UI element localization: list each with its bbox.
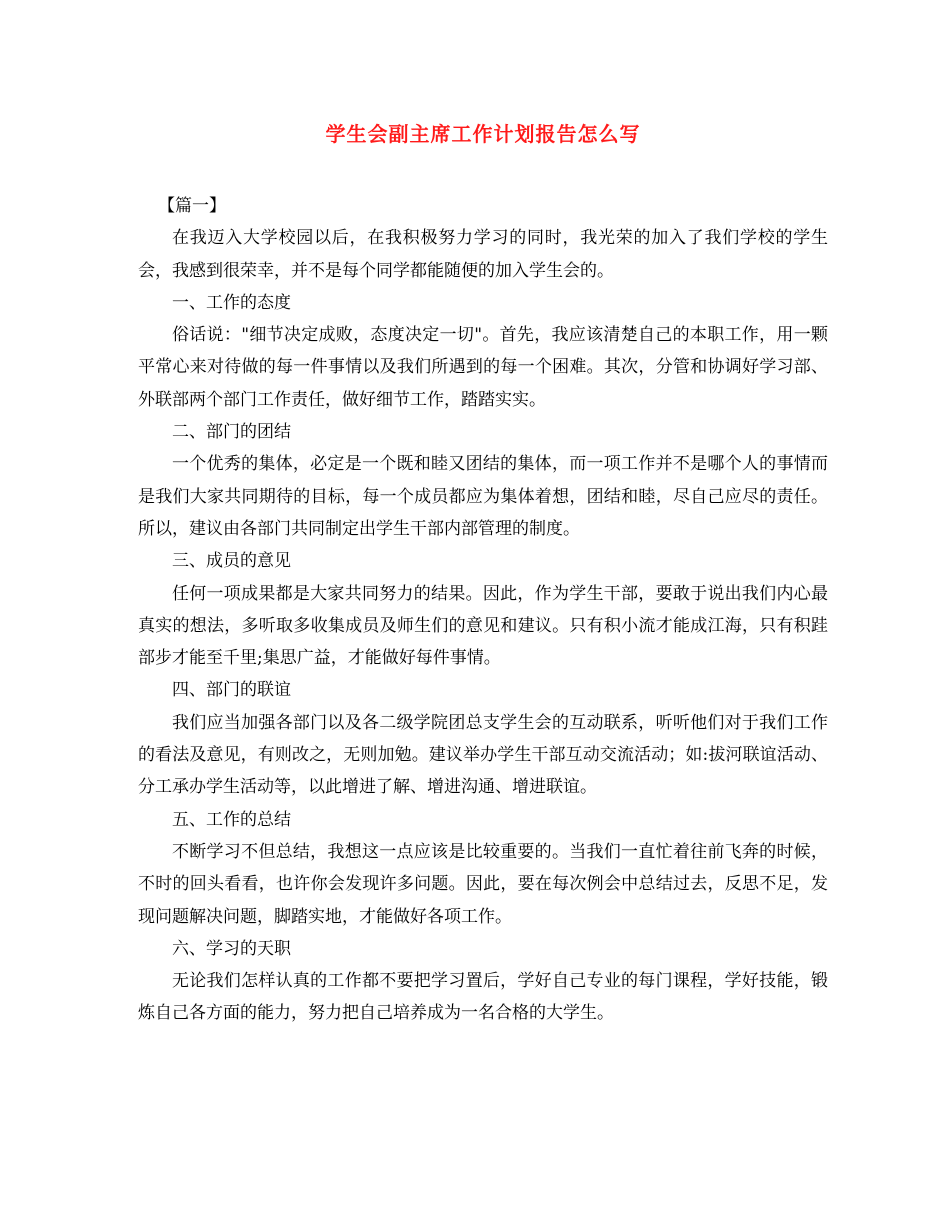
document-title: 学生会副主席工作计划报告怎么写 bbox=[325, 122, 641, 146]
heading-work-attitude: 一、工作的态度 bbox=[172, 292, 291, 313]
paragraph-department-liaison: 我们应当加强各部门以及各二级学院团总支学生会的互动联系，听听他们对于我们工作的看法及意见，有则改之，无则加勉。建议举办学生干部互动交流活动；如:拔河联谊活动、分工承办学生活动等，以此增进了解、增进沟通、增进联谊。 bbox=[138, 712, 828, 798]
heading-department-unity: 二、部门的团结 bbox=[172, 422, 291, 443]
heading-member-opinions: 三、成员的意见 bbox=[172, 551, 291, 572]
paragraph-department-unity: 一个优秀的集体，必定是一个既和睦又团结的集体，而一项工作并不是哪个人的事情而是我们大家共同期待的目标，每一个成员都应为集体着想，团结和睦，尽自己应尽的责任。所以，建议由各部门共同制定出学生干部内部管理的制度。 bbox=[138, 454, 828, 539]
paragraph-study-duty: 无论我们怎样认真的工作都不要把学习置后，学好自己专业的每门课程，学好技能，锻炼自己各方面的能力，努力把自己培养成为一名合格的大学生。 bbox=[138, 971, 828, 1024]
heading-study-duty: 六、学习的天职 bbox=[172, 938, 291, 959]
document-body bbox=[138, 190, 828, 1030]
heading-work-summary: 五、工作的总结 bbox=[172, 809, 291, 830]
heading-department-liaison: 四、部门的联谊 bbox=[172, 680, 291, 701]
section-label: 【篇一】 bbox=[158, 196, 226, 216]
paragraph-work-summary: 不断学习不但总结，我想这一点应该是比较重要的。当我们一直忙着往前飞奔的时候，不时的回头看看，也许你会发现许多问题。因此，要在每次例会中总结过去，反思不足，发现问题解决问题，脚踏实地，才能做好各项工作。 bbox=[138, 841, 828, 927]
intro-paragraph: 在我迈入大学校园以后，在我积极努力学习的同时，我光荣的加入了我们学校的学生会，我感到很荣幸，并不是每个同学都能随便的加入学生会的。 bbox=[138, 228, 828, 281]
paragraph-work-attitude: 俗话说："细节决定成败，态度决定一切"。首先，我应该清楚自己的本职工作，用一颗平常心来对待做的每一件事情以及我们所遇到的每一个困难。其次，分管和协调好学习部、外联部两个部门工作责任，做好细节工作，踏踏实实。 bbox=[138, 325, 828, 410]
paragraph-member-opinions: 任何一项成果都是大家共同努力的结果。因此，作为学生干部，要敢于说出我们内心最真实的想法，多听取多收集成员及师生们的意见和建议。只有积小流才能成江海，只有积跬部步才能至千里;集思广益，才能做好每件事情。 bbox=[138, 583, 828, 669]
